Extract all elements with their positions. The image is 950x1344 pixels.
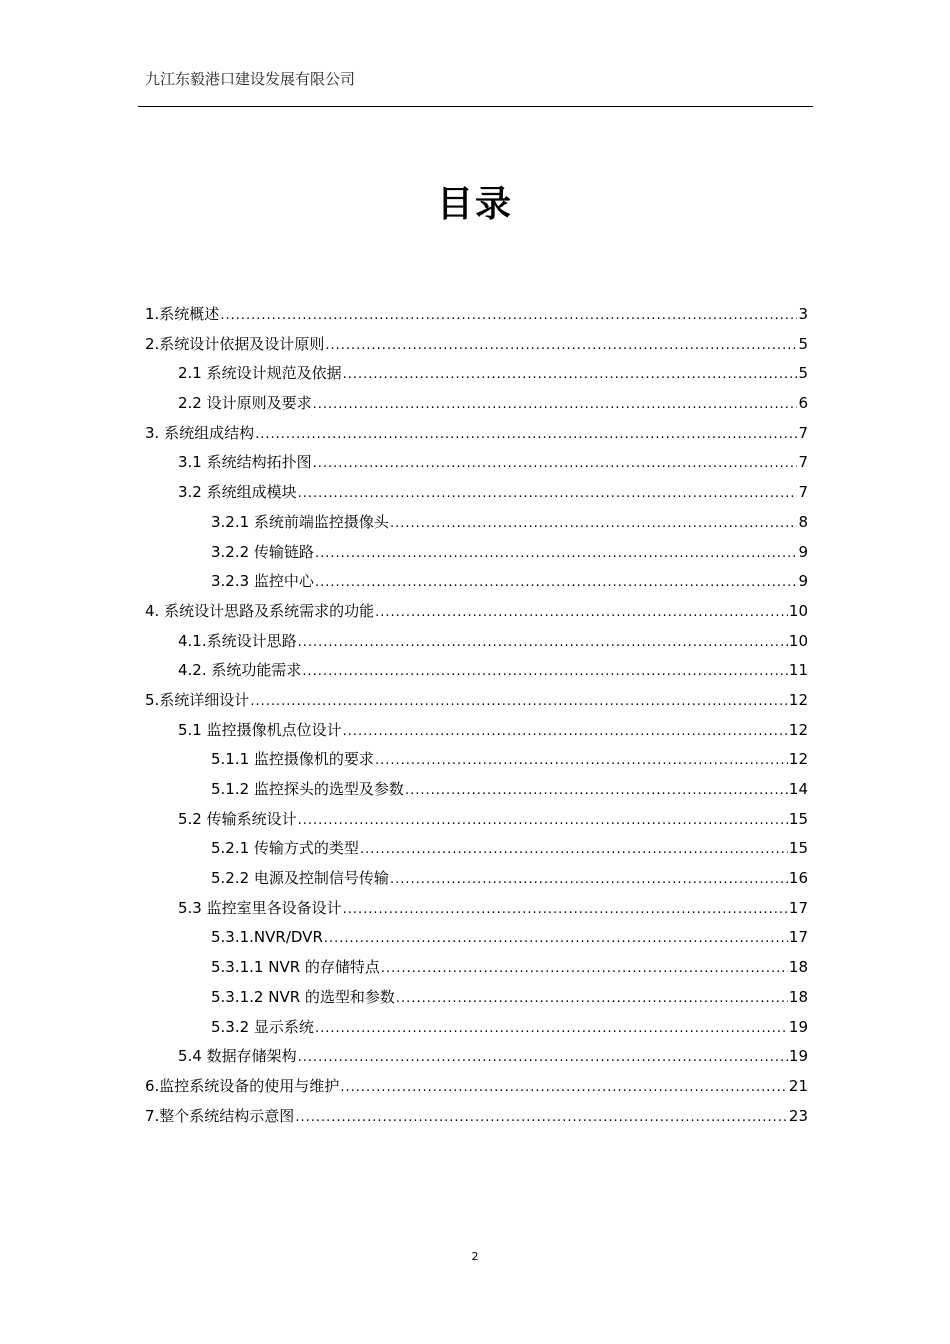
toc-entry-label: 3.2.3 监控中心 [211,572,314,591]
toc-entry-page: 10 [788,601,808,620]
toc-entry-label: 2.2 设计原则及要求 [178,394,312,413]
toc-entry[interactable] [145,775,808,805]
toc-entry-page: 12 [788,690,808,709]
toc-entry-label: 5.1.2 监控探头的选型及参数 [211,780,404,798]
toc-entry-page: 7 [798,423,808,442]
toc-entry[interactable] [145,686,808,716]
toc-dot-leader [360,835,788,865]
toc-entry-label: 5.3.1.2 NVR 的选型和参数 [211,987,395,1006]
toc-entry-label: 2.系统设计依据及设计原则 [145,334,325,353]
toc-dot-leader [343,360,798,390]
toc-entry-label: 5.3.1.1 NVR 的存储特点 [211,958,380,977]
header-company-name: 九江东毅港口建设发展有限公司 [145,70,356,88]
toc-dot-leader [250,687,788,717]
toc-entry[interactable] [145,1072,808,1102]
toc-dot-leader [343,895,788,925]
page-title: 目录 [436,184,513,225]
toc-entry-page: 7 [798,483,808,502]
toc-entry[interactable] [145,389,808,419]
toc-entry-label: 3. 系统组成结构 [145,423,255,442]
toc-entry-label: 6.监控系统设备的使用与维护 [145,1076,340,1095]
header-divider [138,106,813,107]
toc-entry-label: 4.1.系统设计思路 [178,631,297,650]
toc-dot-leader [315,568,798,598]
toc-entry-label: 3.2 系统组成模块 [178,483,297,502]
toc-entry[interactable] [145,538,808,568]
toc-dot-leader [324,924,788,954]
toc-dot-leader [375,598,788,628]
toc-entry[interactable] [145,627,808,657]
toc-entry-label: 5.3.1.NVR/DVR [211,928,323,947]
page-number: 2 [471,1250,479,1263]
toc-dot-leader [315,1014,788,1044]
toc-entry-label: 3.2.1 系统前端监控摄像头 [211,512,389,531]
toc-entry[interactable] [145,330,808,360]
toc-entry-page: 15 [788,839,808,858]
toc-entry-label: 5.3.2 显示系统 [211,1017,314,1036]
toc-entry-label: 5.2.1 传输方式的类型 [211,839,359,858]
toc-entry-label: 5.1 监控摄像机点位设计 [178,720,342,739]
toc-entry[interactable] [145,656,808,686]
toc-entry[interactable] [145,1013,808,1043]
toc-entry[interactable] [145,508,808,538]
toc-entry-page: 10 [788,631,808,650]
toc-dot-leader [313,449,798,479]
toc-entry-page: 9 [798,542,808,561]
toc-dot-leader [298,628,788,658]
toc-dot-leader [390,509,798,539]
toc-entry-page: 12 [788,720,808,739]
toc-dot-leader [298,806,788,836]
toc-entry-page: 8 [798,512,808,531]
toc-entry-label: 2.1 系统设计规范及依据 [178,364,342,383]
toc-entry-page: 16 [788,869,808,888]
toc-dot-leader [298,479,798,509]
toc-entry[interactable] [145,1042,808,1072]
toc-entry-label: 3.2.2 传输链路 [211,542,314,561]
toc-entry[interactable] [145,567,808,597]
toc-dot-leader [220,301,797,331]
toc-dot-leader [343,717,788,747]
toc-entry-label: 5.3 监控室里各设备设计 [178,898,342,917]
toc-dot-leader [255,420,797,450]
toc-entry-page: 21 [788,1076,808,1095]
toc-entry[interactable] [145,419,808,449]
toc-entry-label: 4. 系统设计思路及系统需求的功能 [145,601,375,620]
toc-entry[interactable] [145,448,808,478]
toc-entry-page: 19 [788,1017,808,1036]
toc-entry-page: 11 [788,661,808,680]
toc-entry-label: 5.2 传输系统设计 [178,809,297,828]
toc-entry[interactable] [145,923,808,953]
toc-entry[interactable] [145,805,808,835]
toc-entry-page: 6 [798,394,808,413]
toc-entry-label: 4.2. 系统功能需求 [178,661,302,680]
toc-dot-leader [375,746,788,776]
toc-dot-leader [381,954,788,984]
toc-entry-label: 5.4 数据存储架构 [178,1047,297,1066]
toc-dot-leader [295,1103,788,1133]
toc-dot-leader [298,1043,788,1073]
toc-entry[interactable] [145,745,808,775]
toc-entry-page: 7 [798,453,808,472]
toc-entry[interactable] [145,478,808,508]
toc-entry[interactable] [145,834,808,864]
toc-entry[interactable] [145,300,808,330]
toc-entry-label: 7.整个系统结构示意图 [145,1106,295,1125]
toc-entry-page: 17 [788,928,808,947]
toc-entry-label: 3.1 系统结构拓扑图 [178,453,312,472]
toc-entry-page: 19 [788,1047,808,1066]
toc-entry-page: 18 [788,958,808,977]
toc-entry[interactable] [145,359,808,389]
toc-entry-page: 9 [798,572,808,591]
toc-dot-leader [405,776,788,806]
toc-dot-leader [315,539,798,569]
table-of-contents [145,300,808,1131]
toc-entry-page: 3 [798,305,808,323]
toc-entry[interactable] [145,1102,808,1132]
toc-entry-page: 5 [798,334,808,353]
toc-entry-page: 18 [788,987,808,1006]
toc-entry-label: 5.系统详细设计 [145,690,250,709]
toc-entry-page: 23 [788,1106,808,1125]
toc-entry-label: 5.1.1 监控摄像机的要求 [211,750,374,769]
toc-entry-page: 15 [788,809,808,828]
toc-entry[interactable] [145,597,808,627]
toc-entry[interactable] [145,953,808,983]
toc-entry-page: 5 [798,364,808,383]
toc-entry-page: 14 [788,780,808,798]
toc-entry[interactable] [145,983,808,1013]
toc-dot-leader [302,657,788,687]
toc-entry-label: 5.2.2 电源及控制信号传输 [211,869,389,888]
toc-dot-leader [325,331,797,361]
toc-dot-leader [396,984,788,1014]
toc-dot-leader [340,1073,788,1103]
toc-entry-label: 1.系统概述 [145,305,220,323]
toc-entry[interactable] [145,894,808,924]
toc-entry[interactable] [145,716,808,746]
toc-entry-page: 12 [788,750,808,769]
toc-entry[interactable] [145,864,808,894]
toc-dot-leader [313,390,798,420]
toc-dot-leader [390,865,788,895]
toc-entry-page: 17 [788,898,808,917]
